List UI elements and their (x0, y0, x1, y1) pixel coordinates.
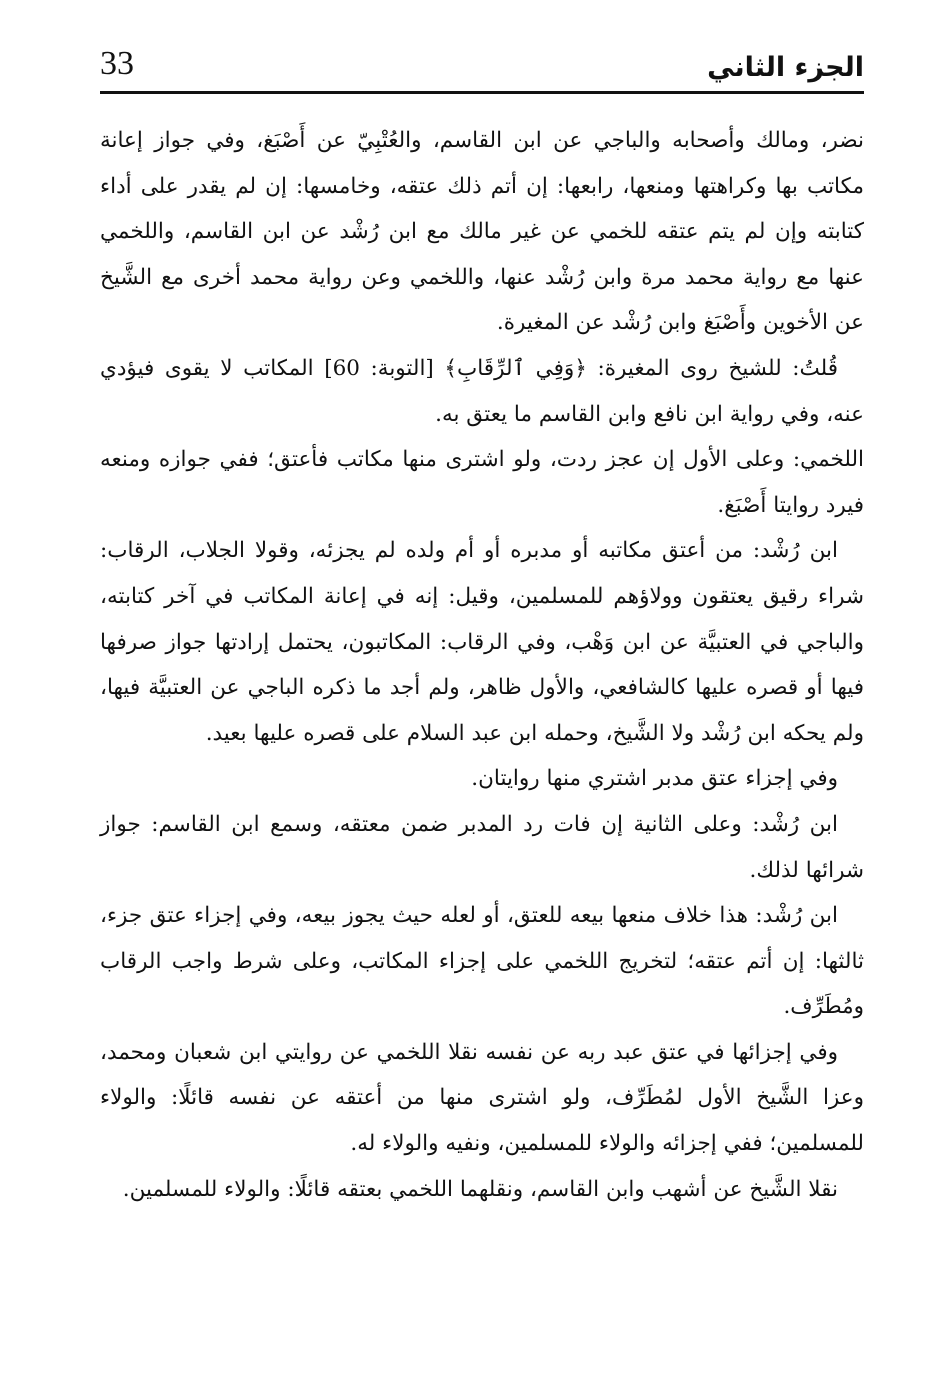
page-header (100, 40, 864, 94)
page-number: 33 (100, 45, 134, 82)
header-rule (100, 91, 864, 94)
paragraph: نقلا الشَّيخ عن أشهب وابن القاسم، ونقلهما اللخمي بعتقه قائلًا: والولاء للمسلمين. (122, 1176, 838, 1202)
paragraph: اللخمي: وعلى الأول إن عجز ردت، ولو اشترى منها مكاتب فأعتق؛ ففي جوازه ومنعه فيرد روايتا أَصْبَغ. (100, 447, 864, 518)
paragraph: ابن رُشْد: هذا خلاف منعها بيعه للعتق، أو لعله حيث يجوز بيعه، وفي إجزاء عتق جزء، ثالثها: إن أتم عتقه؛ لتخريج اللخمي على إجزاء المكاتب، وعلى شرط واجب الرقاب ومُطَرِّف. (100, 903, 864, 1020)
paragraph: وفي إجزائها في عتق عبد ربه عن نفسه نقلا اللخمي عن روايتي ابن شعبان ومحمد، وعزا الشَّيخ الأول لمُطَرِّف، ولو اشترى منها من أعتقه عن نفسه قائلًا: والولاء للمسلمين؛ ففي إجزائه والولاء للمسلمين، ونفيه والولاء له. (100, 1039, 864, 1157)
paragraph: ابن رُشْد: من أعتق مكاتبه أو مدبره أو أم ولده لم يجزئه، وقولا الجلاب، الرقاب: شراء رقيق يعتقون وولاؤهم للمسلمين، وقيل: إنه في إعانة المكاتب في آخر كتابته، والباجي في العتبيَّة عن ابن وَهْب، وفي الرقاب: المكاتبون، يحتمل إرادتها جواز صرفها فيها أو قصره عليها كالشافعي، والأول ظاهر، ولم أجد ما ذكره الباجي عن العتبيَّة فيها، ولم يحكه ابن رُشْد ولا الشَّيخ، وحمله ابن عبد السلام على قصره عليها بعيد. (100, 538, 864, 746)
body-text (100, 118, 864, 1212)
paragraph: وفي إجزاء عتق مدبر اشتري منها روايتان. (471, 766, 838, 792)
paragraph: ابن رُشْد: وعلى الثانية إن فات رد المدبر ضمن معتقه، وسمع ابن القاسم: جواز شرائها لذلك. (100, 811, 864, 883)
paragraph: قُلتُ: للشيخ روى المغيرة: ﴿وَفِي ٱلرِّقَابِ﴾ [التوبة: 60] المكاتب لا يقوى فيؤدي عنه، وفي رواية ابن نافع وابن القاسم ما يعتق به. (100, 355, 864, 427)
paragraph: نضر، ومالك وأصحابه والباجي عن ابن القاسم، والعُتْبِيّ عن أَصْبَغ، وفي جواز إعانة مكاتب بها وكراهتها ومنعها، رابعها: إن أتم ذلك عتقه، وخامسها: إن لم يقدر على أداء كتابته وإن لم يتم عتقه للخمي عن غير مالك مع ابن رُشْد عن ابن القاسم، واللخمي عنها مع رواية محمد مرة وابن رُشْد عنها، واللخمي وعن رواية محمد أخرى مع الشَّيخ عن الأخوين وأَصْبَغ وابن رُشْد عن المغيرة. (100, 128, 864, 336)
volume-title: الجزء الثاني (707, 52, 864, 83)
